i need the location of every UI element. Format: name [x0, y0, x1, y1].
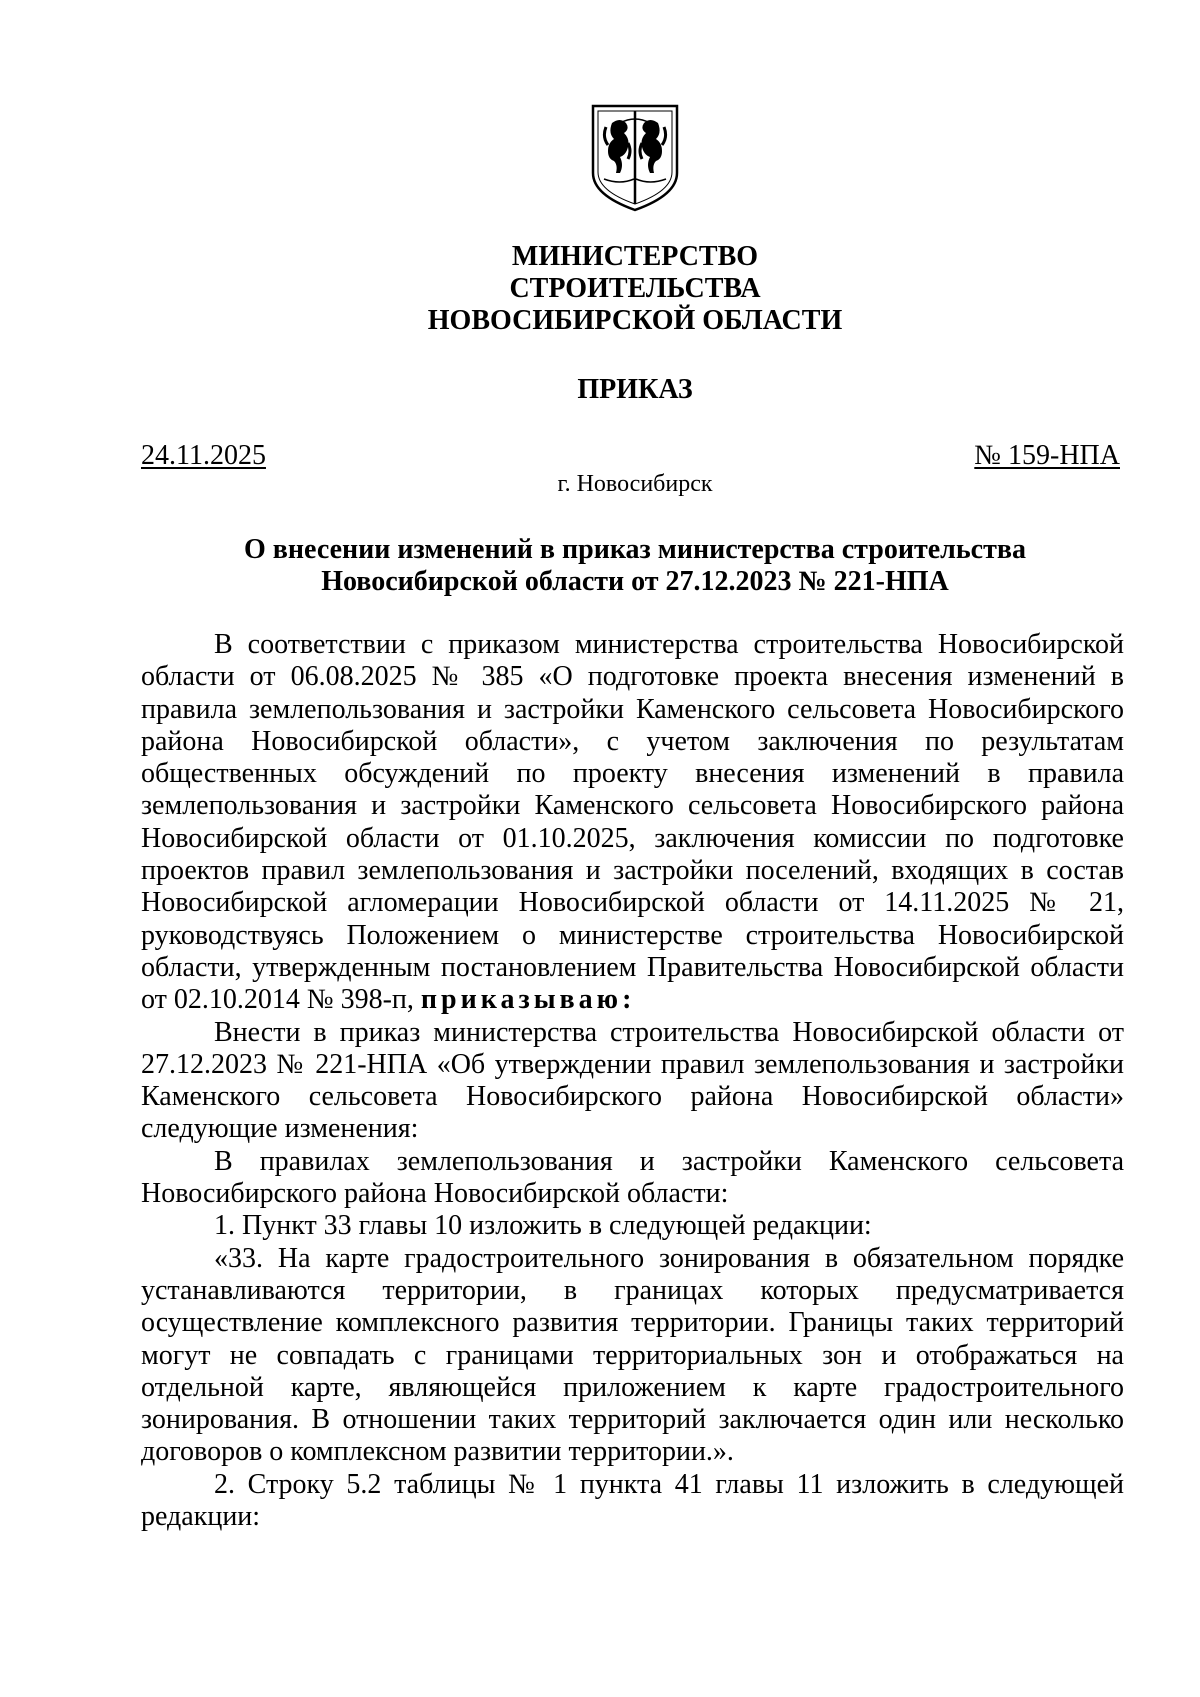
- preamble-text: В соответствии с приказом министерства строительства Новосибирской области от 06.08.2025 № 385 «О подготовке проекта внесения изменений в правила землепользования и застройки Каменского сельсовета Новосибирского района Новосибирской области», с учетом заключения по результатам общественных обсуждений по проекту внесения изменений в правила землепользования и застройки Каменского сельсовета Новосибирского района Новосибирской области от 01.10.2025, заключения комиссии по подготовке проектов правил землепользования и застройки поселений, входящих в состав Новосибирской агломерации Новосибирской области от 14.11.2025 № 21, руководствуясь Положением о министерстве строительства Новосибирской области, утвержденным постановлением Правительства Новосибирской области от 02.10.2014 № 398-п,: [141, 629, 1124, 1016]
- paragraph-rules: В правилах землепользования и застройки Каменского сельсовета Новосибирского района Новосибирской области:: [141, 1145, 1124, 1210]
- document-type: ПРИКАЗ: [577, 374, 693, 405]
- subject-line1: О внесении изменений в приказ министерства строительства: [244, 534, 1026, 565]
- paragraph-preamble: [141, 629, 1124, 1017]
- organization-name: [130, 241, 1140, 337]
- document-city: г. Новосибирск: [557, 471, 713, 497]
- document-body: [141, 629, 1124, 1533]
- subject-line2: Новосибирской области от 27.12.2023 № 221-НПА: [321, 566, 949, 597]
- document-date: 24.11.2025: [141, 440, 266, 471]
- paragraph-item-2: 2. Строку 5.2 таблицы № 1 пункта 41 главы 11 изложить в следующей редакции:: [141, 1468, 1124, 1533]
- org-name-line2: СТРОИТЕЛЬСТВА: [509, 273, 761, 304]
- document-subject: [130, 534, 1140, 598]
- paragraph-amend: Внести в приказ министерства строительства Новосибирской области от 27.12.2023 № 221-НПА «Об утверждении правил землепользования и застройки Каменского сельсовета Новосибирского района Новосибирской области» следующие изменения:: [141, 1016, 1124, 1145]
- org-name-line3: НОВОСИБИРСКОЙ ОБЛАСТИ: [427, 305, 843, 336]
- paragraph-item-1: 1. Пункт 33 главы 10 изложить в следующей редакции:: [214, 1210, 872, 1242]
- document-number: № 159-НПА: [974, 440, 1120, 471]
- order-word: приказываю:: [420, 984, 636, 1016]
- paragraph-item-33: «33. На карте градостроительного зонирования в обязательном порядке устанавливаются территории, в границах которых предусматривается осуществление комплексного развития территории. Границы таких территорий могут не совпадать с границами территориальных зон и отображаться на отдельной карте, являющейся приложением к карте градостроительного зонирования. В отношении таких территорий заключается один или несколько договоров о комплексном развитии территории.».: [141, 1242, 1124, 1468]
- coat-of-arms-icon: [590, 103, 680, 213]
- org-name-line1: МИНИСТЕРСТВО: [511, 241, 759, 272]
